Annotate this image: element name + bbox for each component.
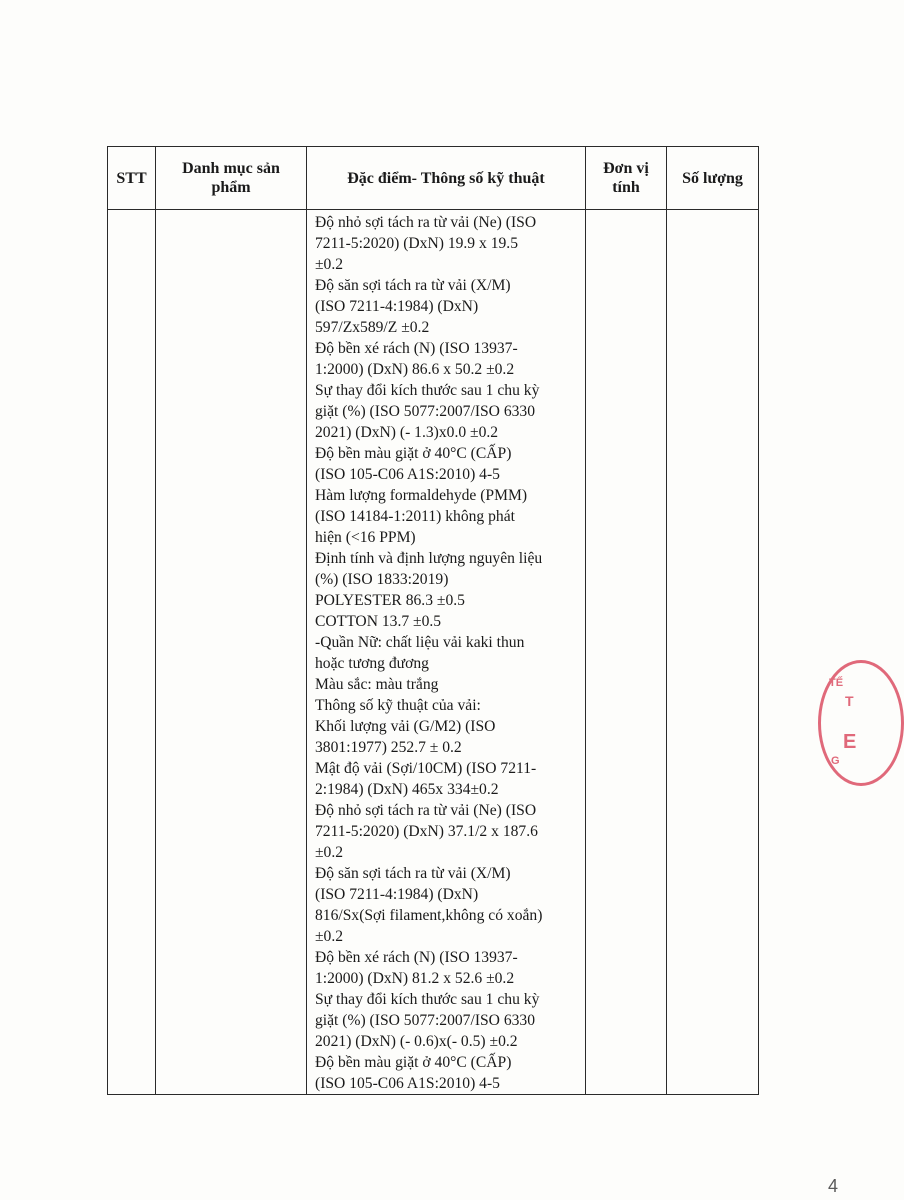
header-row bbox=[108, 147, 759, 210]
spec-line: Độ bền màu giặt ở 40°C (CẤP) bbox=[315, 1054, 512, 1071]
spec-line: Độ bền màu giặt ở 40°C (CẤP) bbox=[315, 445, 512, 462]
spec-line: -Quần Nữ: chất liệu vải kaki thun bbox=[315, 634, 525, 651]
spec-line: 7211-5:2020) (DxN) 19.9 x 19.5 bbox=[315, 235, 518, 252]
spec-line: 7211-5:2020) (DxN) 37.1/2 x 187.6 bbox=[315, 823, 538, 840]
spec-line: Màu sắc: màu trắng bbox=[315, 676, 439, 693]
spec-line: Định tính và định lượng nguyên liệu bbox=[315, 550, 543, 567]
spec-line: Độ săn sợi tách ra từ vải (X/M) bbox=[315, 865, 511, 882]
spec-line: ±0.2 bbox=[315, 844, 344, 861]
spec-line: POLYESTER 86.3 ±0.5 bbox=[315, 592, 465, 609]
product-cell bbox=[156, 210, 307, 1095]
spec-table bbox=[107, 146, 759, 1095]
spec-line: giặt (%) (ISO 5077:2007/ISO 6330 bbox=[315, 403, 536, 420]
spec-line: hiện (<16 PPM) bbox=[315, 529, 416, 546]
spec-line: Độ nhỏ sợi tách ra từ vải (Ne) (ISO bbox=[315, 802, 537, 819]
spec-line: 1:2000) (DxN) 86.6 x 50.2 ±0.2 bbox=[315, 361, 515, 378]
page-number: 4 bbox=[828, 1176, 839, 1196]
stt-cell bbox=[108, 210, 156, 1095]
spec-line: 3801:1977) 252.7 ± 0.2 bbox=[315, 739, 462, 756]
stamp-text: TẾ bbox=[829, 677, 844, 689]
spec-line: 816/Sx(Sợi filament,không có xoắn) bbox=[315, 907, 543, 924]
header-quantity: Số lượng bbox=[667, 147, 759, 210]
header-unit: Đơn vị tính bbox=[586, 147, 667, 210]
spec-line: Độ nhỏ sợi tách ra từ vải (Ne) (ISO bbox=[315, 214, 537, 231]
spec-cell bbox=[307, 210, 586, 1095]
spec-line: Khối lượng vải (G/M2) (ISO bbox=[315, 718, 496, 735]
spec-line: (ISO 7211-4:1984) (DxN) bbox=[315, 298, 479, 315]
table-row bbox=[108, 210, 759, 1095]
spec-line: 2:1984) (DxN) 465x 334±0.2 bbox=[315, 781, 499, 798]
spec-line: (ISO 105-C06 A1S:2010) 4-5 bbox=[315, 1075, 500, 1092]
spec-line: 1:2000) (DxN) 81.2 x 52.6 ±0.2 bbox=[315, 970, 515, 987]
spec-line: 2021) (DxN) (- 0.6)x(- 0.5) ±0.2 bbox=[315, 1033, 518, 1050]
spec-line: Độ bền xé rách (N) (ISO 13937- bbox=[315, 949, 518, 966]
spec-line: Độ bền xé rách (N) (ISO 13937- bbox=[315, 340, 518, 357]
spec-line: Hàm lượng formaldehyde (PMM) bbox=[315, 487, 528, 504]
spec-line: (ISO 105-C06 A1S:2010) 4-5 bbox=[315, 466, 500, 483]
unit-cell bbox=[586, 210, 667, 1095]
spec-line: (ISO 14184-1:2011) không phát bbox=[315, 508, 515, 525]
spec-line: COTTON 13.7 ±0.5 bbox=[315, 613, 442, 630]
spec-line: ±0.2 bbox=[315, 256, 344, 273]
stamp-text: T bbox=[845, 693, 854, 709]
spec-line: 597/Zx589/Z ±0.2 bbox=[315, 319, 430, 336]
spec-line: 2021) (DxN) (- 1.3)x0.0 ±0.2 bbox=[315, 424, 499, 441]
spec-line: hoặc tương đương bbox=[315, 655, 429, 672]
header-product: Danh mục sản phẩm bbox=[156, 147, 307, 210]
spec-line: giặt (%) (ISO 5077:2007/ISO 6330 bbox=[315, 1012, 536, 1029]
spec-line: Sự thay đổi kích thước sau 1 chu kỳ bbox=[315, 382, 540, 399]
spec-line: Mật độ vải (Sợi/10CM) (ISO 7211- bbox=[315, 760, 537, 777]
header-stt: STT bbox=[108, 147, 156, 210]
stamp-text: G bbox=[831, 755, 840, 767]
spec-line: Độ săn sợi tách ra từ vải (X/M) bbox=[315, 277, 511, 294]
red-stamp bbox=[818, 660, 904, 786]
quantity-cell bbox=[667, 210, 759, 1095]
spec-line: Sự thay đổi kích thước sau 1 chu kỳ bbox=[315, 991, 540, 1008]
spec-line: Thông số kỹ thuật của vải: bbox=[315, 697, 481, 714]
spec-line: (ISO 7211-4:1984) (DxN) bbox=[315, 886, 479, 903]
stamp-text: E bbox=[843, 731, 857, 753]
spec-line: ±0.2 bbox=[315, 928, 344, 945]
spec-line: (%) (ISO 1833:2019) bbox=[315, 571, 449, 588]
header-spec: Đặc điểm- Thông số kỹ thuật bbox=[307, 147, 586, 210]
